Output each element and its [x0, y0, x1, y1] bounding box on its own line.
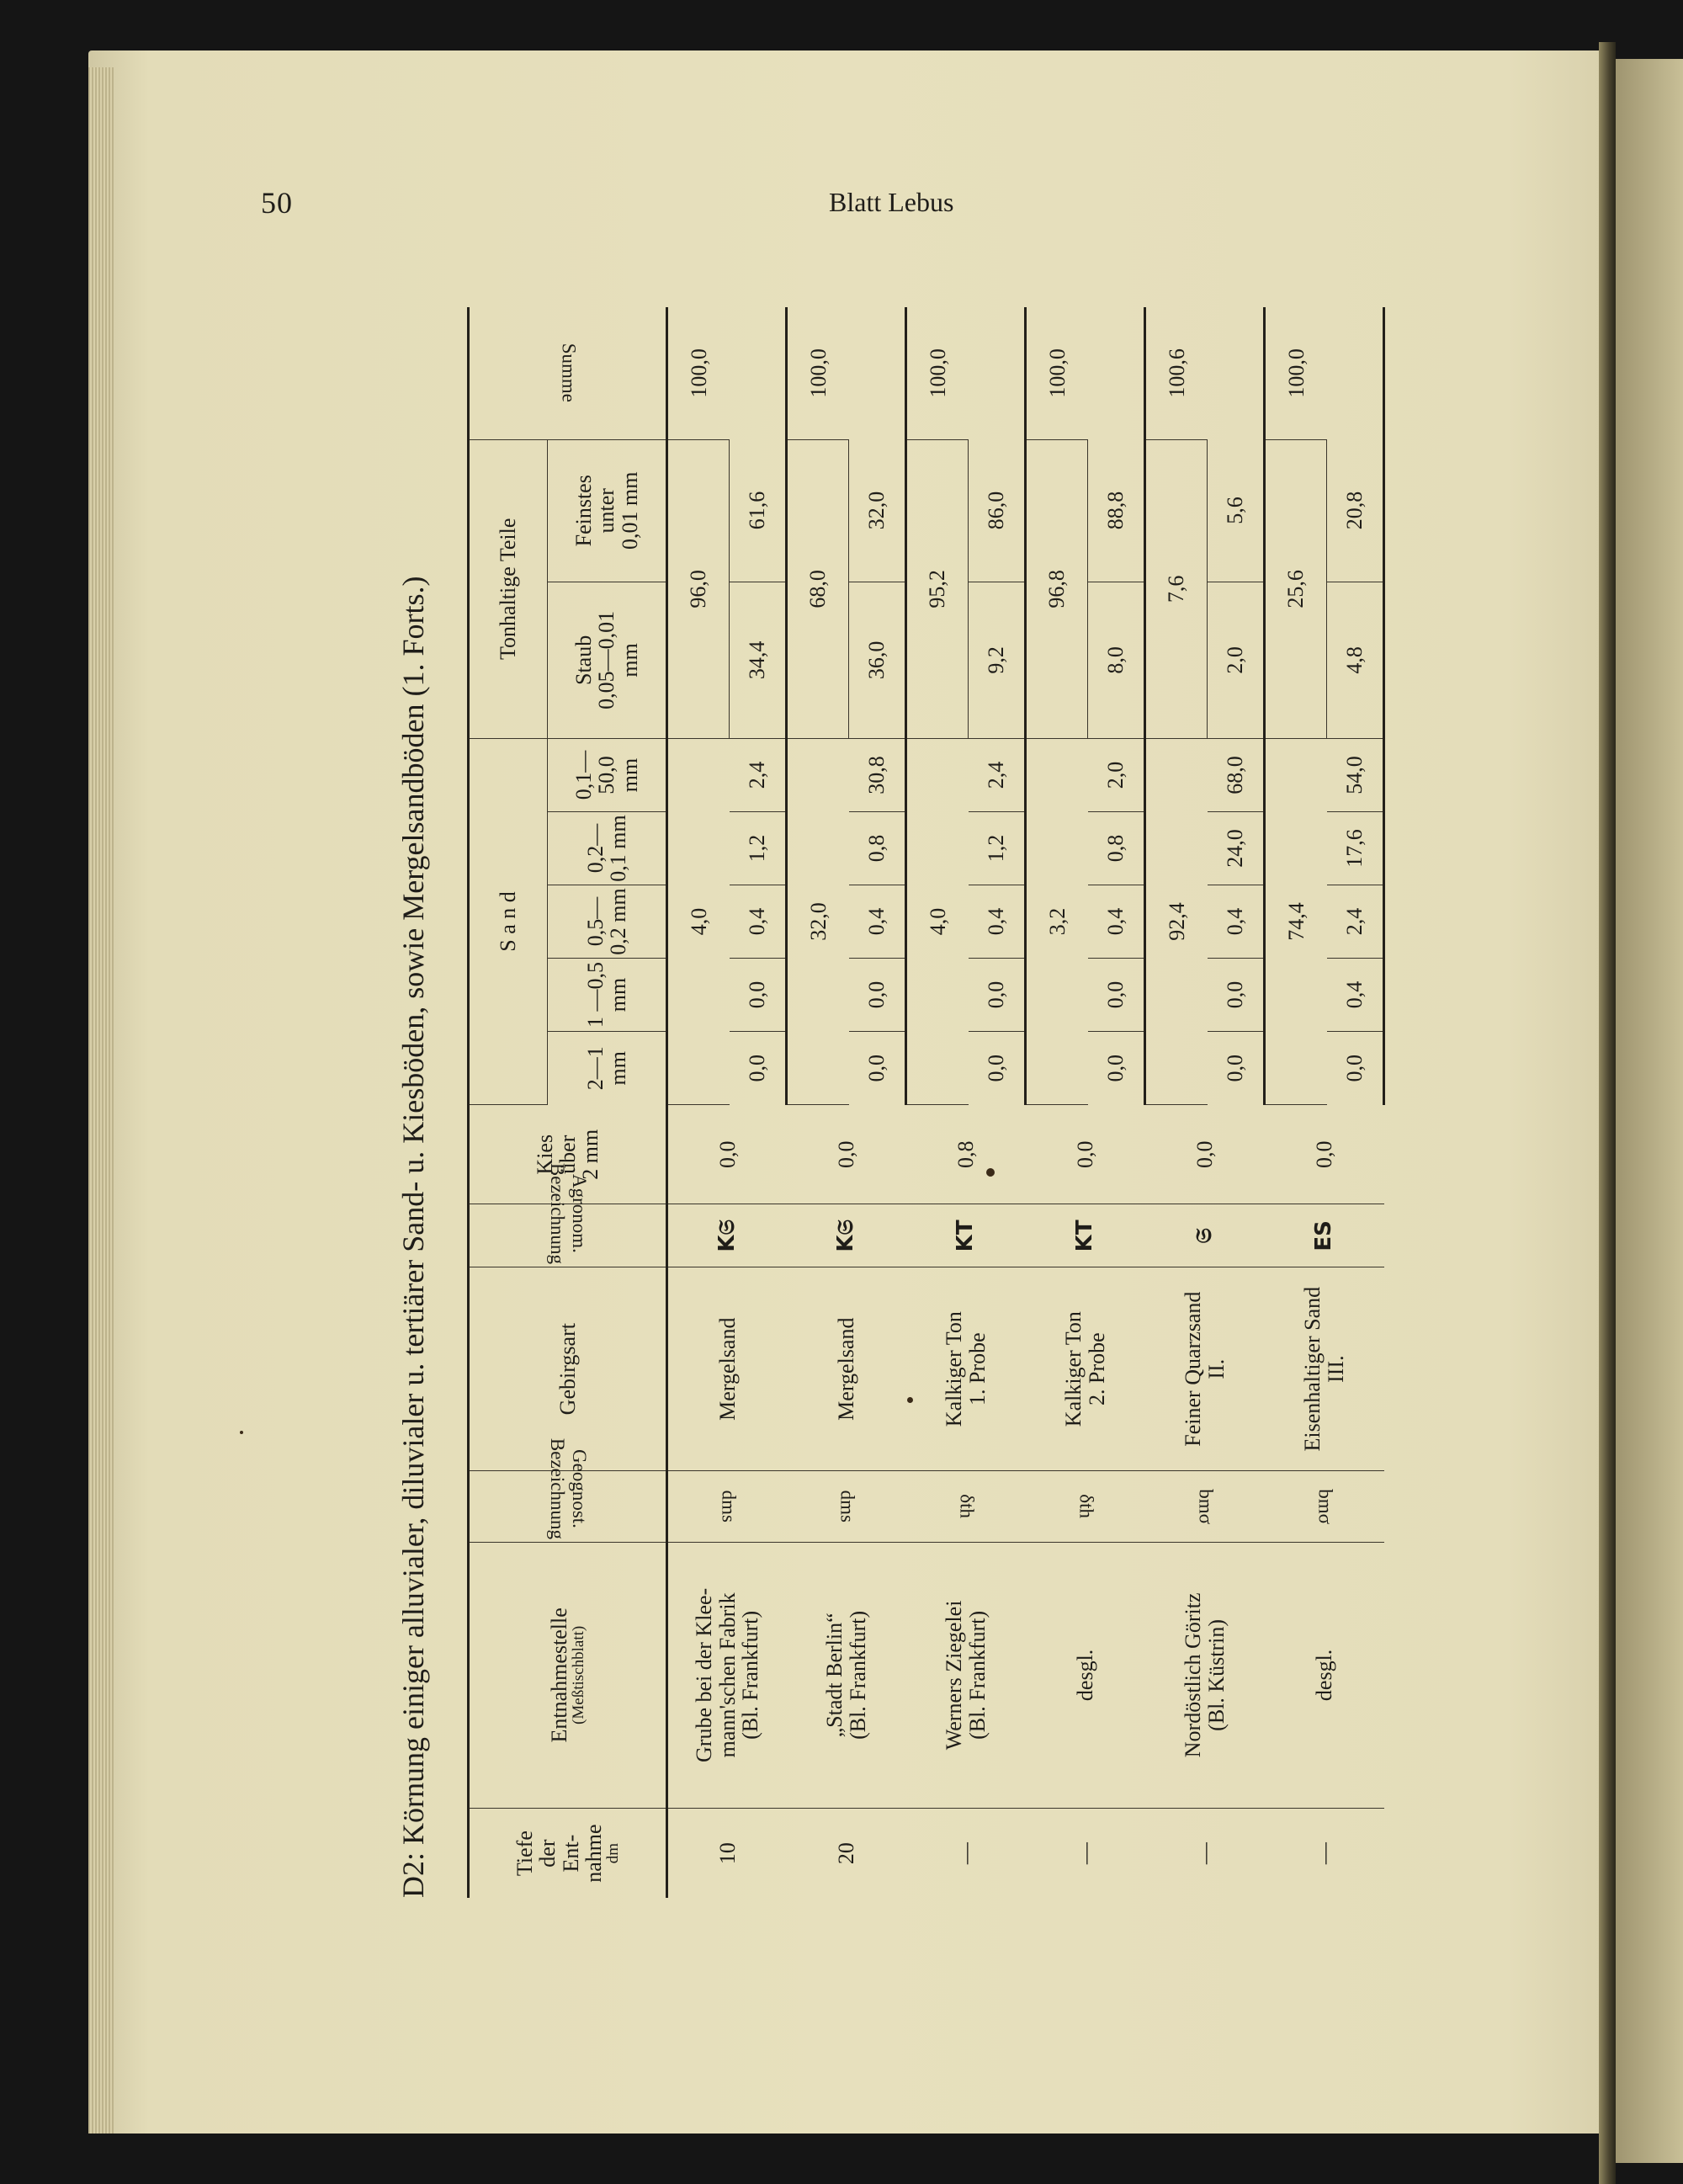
- cell-gebirgsart: Kalkiger Ton 2. Probe: [1026, 1267, 1145, 1471]
- cell-summe: 100,6: [1145, 307, 1208, 439]
- cell-entnahmestelle: Grube bei der Klee- mann'schen Fabrik (Bl. Frankfurt): [667, 1542, 787, 1809]
- ton-col-feinstes: Feinstes unter 0,01 mm: [548, 439, 667, 582]
- sand-col-2-1: 2—1 mm: [548, 1032, 667, 1105]
- cell-ton-fraction: 9,2: [969, 582, 1026, 738]
- cell-geognost: δth: [1026, 1471, 1145, 1543]
- book-gutter: [1599, 42, 1616, 2184]
- table-row: [1026, 307, 1088, 1898]
- cell-sand-fraction: 2,4: [1327, 885, 1384, 959]
- cell-geognost: dms: [787, 1471, 906, 1543]
- cell-entnahmestelle: desgl.: [1026, 1542, 1145, 1809]
- table-row: [1265, 307, 1327, 1898]
- cell-sand-fraction: 0,0: [730, 959, 787, 1032]
- cell-ton-fraction: 36,0: [849, 582, 906, 738]
- cell-ton-fraction: 32,0: [849, 439, 906, 582]
- cell-ton-total: 25,6: [1265, 439, 1327, 738]
- facing-page: [1616, 59, 1683, 2163]
- table-row: [667, 307, 730, 1898]
- cell-summe: 100,0: [906, 307, 969, 439]
- cell-geognost: dms: [667, 1471, 787, 1543]
- cell-agronom: K𝔖: [667, 1204, 787, 1267]
- cell-entnahmestelle: „Stadt Berlin“ (Bl. Frankfurt): [787, 1542, 906, 1809]
- cell-ton-fraction: 20,8: [1327, 439, 1384, 582]
- cell-sand-fraction: 0,4: [969, 885, 1026, 959]
- cell-sand-fraction: 68,0: [1208, 738, 1265, 811]
- running-head: Blatt Lebus: [829, 187, 954, 217]
- cell-summe: 100,0: [667, 307, 730, 439]
- table-row: [787, 307, 849, 1898]
- col-geognost-header: Geognost. Bezeichnung: [469, 1471, 667, 1543]
- cell-gebirgsart: Eisenhaltiger Sand III.: [1265, 1267, 1384, 1471]
- cell-sand-fraction: 2,4: [969, 738, 1026, 811]
- cell-entnahmestelle: Werners Ziegelei (Bl. Frankfurt): [906, 1542, 1026, 1809]
- sand-group-header: S a n d: [469, 738, 548, 1104]
- cell-sand-total: 92,4: [1145, 738, 1208, 1104]
- sand-col-02-01: 0,2— 0,1 mm: [548, 812, 667, 885]
- cell-ton-fraction: 61,6: [730, 439, 787, 582]
- sand-col-05-02: 0,5— 0,2 mm: [548, 885, 667, 959]
- cell-ton-total: 7,6: [1145, 439, 1208, 738]
- ton-col-staub: Staub 0,05—0,01 mm: [548, 582, 667, 738]
- cell-ton-total: 96,0: [667, 439, 730, 738]
- col-tiefe-header: Tiefe der Ent- nahme dm: [469, 1809, 667, 1898]
- cell-tiefe: —: [1192, 1842, 1217, 1865]
- cell-geognost: bmσ: [1265, 1471, 1384, 1543]
- cell-entnahmestelle: desgl.: [1265, 1542, 1384, 1809]
- cell-sand-fraction: 0,4: [1327, 959, 1384, 1032]
- cell-sand-total: 4,0: [906, 738, 969, 1104]
- cell-summe-empty: [1088, 307, 1145, 439]
- cell-agronom: ES: [1265, 1204, 1384, 1267]
- cell-ton-fraction: 5,6: [1208, 439, 1265, 582]
- cell-summe-empty: [849, 307, 906, 439]
- cell-geognost: bmσ: [1145, 1471, 1265, 1543]
- cell-sand-total: 3,2: [1026, 738, 1088, 1104]
- cell-ton-fraction: 2,0: [1208, 582, 1265, 738]
- cell-kies: 0,0: [787, 1105, 906, 1204]
- ton-group-header: Tonhaltige Teile: [469, 439, 548, 738]
- ink-spot: [907, 1397, 913, 1403]
- cell-gebirgsart: Kalkiger Ton 1. Probe: [906, 1267, 1026, 1471]
- cell-sand-fraction: 17,6: [1327, 812, 1384, 885]
- cell-gebirgsart: Mergelsand: [667, 1267, 787, 1471]
- cell-tiefe: —: [1072, 1842, 1097, 1865]
- ink-spot: [240, 1431, 243, 1434]
- cell-sand-fraction: 0,4: [849, 885, 906, 959]
- cell-kies: 0,0: [667, 1105, 787, 1204]
- cell-tiefe: 10: [714, 1842, 740, 1865]
- cell-sand-fraction: 0,8: [1088, 812, 1145, 885]
- cell-ton-fraction: 4,8: [1327, 582, 1384, 738]
- cell-summe-empty: [969, 307, 1026, 439]
- table-body: [667, 307, 1384, 1898]
- cell-ton-fraction: 34,4: [730, 582, 787, 738]
- cell-summe-empty: [1208, 307, 1265, 439]
- cell-sand-total: 74,4: [1265, 738, 1327, 1104]
- cell-kies: 0,8: [906, 1105, 1026, 1204]
- cell-kies: 0,0: [1026, 1105, 1145, 1204]
- cell-summe: 100,0: [787, 307, 849, 439]
- cell-sand-fraction: 0,4: [1208, 885, 1265, 959]
- cell-ton-fraction: 8,0: [1088, 582, 1145, 738]
- cell-sand-fraction: 0,4: [1088, 885, 1145, 959]
- cell-tiefe: 20: [833, 1842, 858, 1865]
- cell-sand-total: 4,0: [667, 738, 730, 1104]
- cell-gebirgsart: Feiner Quarzsand II.: [1145, 1267, 1265, 1471]
- cell-sand-fraction: 0,0: [969, 959, 1026, 1032]
- cell-sand-fraction: 54,0: [1327, 738, 1384, 811]
- cell-kies: 0,0: [1265, 1105, 1384, 1204]
- table-row: [906, 307, 969, 1898]
- cell-summe-empty: [1327, 307, 1384, 439]
- col-kies-header: Kies über 2 mm: [469, 1105, 667, 1204]
- table-title: D2: Körnung einiger alluvialer, diluvialer u. tertiärer Sand- u. Kiesböden, sowie Mergelsandböden (1. Forts.): [396, 576, 430, 1898]
- cell-sand-total: 32,0: [787, 738, 849, 1104]
- rotated-table-block: [396, 274, 1388, 1898]
- col-gebirgsart-header: Gebirgsart: [469, 1267, 667, 1471]
- cell-summe: 100,0: [1265, 307, 1327, 439]
- col-summe-header: Summe: [469, 307, 667, 439]
- cell-sand-fraction: 0,0: [849, 959, 906, 1032]
- cell-agronom: 𝔖: [1145, 1204, 1265, 1267]
- cell-tiefe: —: [953, 1842, 978, 1865]
- cell-sand-fraction: 0,0: [1327, 1032, 1384, 1105]
- cell-ton-fraction: 86,0: [969, 439, 1026, 582]
- cell-agronom: KT: [906, 1204, 1026, 1267]
- sand-col-1-05: 1 —0,5 mm: [548, 959, 667, 1032]
- cell-ton-fraction: 88,8: [1088, 439, 1145, 582]
- col-entnahme-header: Entnahmestelle (Meßtischblatt): [469, 1542, 667, 1809]
- cell-sand-fraction: 0,4: [730, 885, 787, 959]
- cell-ton-total: 95,2: [906, 439, 969, 738]
- page-number: 50: [261, 186, 293, 220]
- cell-tiefe: —: [1311, 1842, 1336, 1865]
- cell-summe-empty: [730, 307, 787, 439]
- cell-sand-fraction: 2,0: [1088, 738, 1145, 811]
- cell-sand-fraction: 0,8: [849, 812, 906, 885]
- cell-sand-fraction: 0,0: [1088, 959, 1145, 1032]
- cell-summe: 100,0: [1026, 307, 1088, 439]
- cell-sand-fraction: 24,0: [1208, 812, 1265, 885]
- cell-sand-fraction: 1,2: [730, 812, 787, 885]
- page-edge: [88, 67, 114, 2134]
- cell-gebirgsart: Mergelsand: [787, 1267, 906, 1471]
- cell-sand-fraction: 0,0: [1208, 959, 1265, 1032]
- cell-sand-fraction: 0,0: [1088, 1032, 1145, 1105]
- cell-sand-fraction: 1,2: [969, 812, 1026, 885]
- table-row: [1145, 307, 1208, 1898]
- cell-ton-total: 96,8: [1026, 439, 1088, 738]
- cell-sand-fraction: 0,0: [969, 1032, 1026, 1105]
- cell-sand-fraction: 0,0: [849, 1032, 906, 1105]
- col-agronom-header: Agronom. Bezeichnung: [469, 1204, 667, 1267]
- grain-size-table: [467, 307, 1385, 1898]
- cell-sand-fraction: 0,0: [1208, 1032, 1265, 1105]
- cell-geognost: δth: [906, 1471, 1026, 1543]
- ink-spot: [986, 1168, 995, 1177]
- cell-ton-total: 68,0: [787, 439, 849, 738]
- sand-col-01-005: 0,1— 50,0 mm: [548, 738, 667, 811]
- cell-agronom: KT: [1026, 1204, 1145, 1267]
- cell-sand-fraction: 2,4: [730, 738, 787, 811]
- cell-entnahmestelle: Nordöstlich Göritz (Bl. Küstrin): [1145, 1542, 1265, 1809]
- cell-sand-fraction: 0,0: [730, 1032, 787, 1105]
- cell-kies: 0,0: [1145, 1105, 1265, 1204]
- cell-sand-fraction: 30,8: [849, 738, 906, 811]
- cell-agronom: K𝔖: [787, 1204, 906, 1267]
